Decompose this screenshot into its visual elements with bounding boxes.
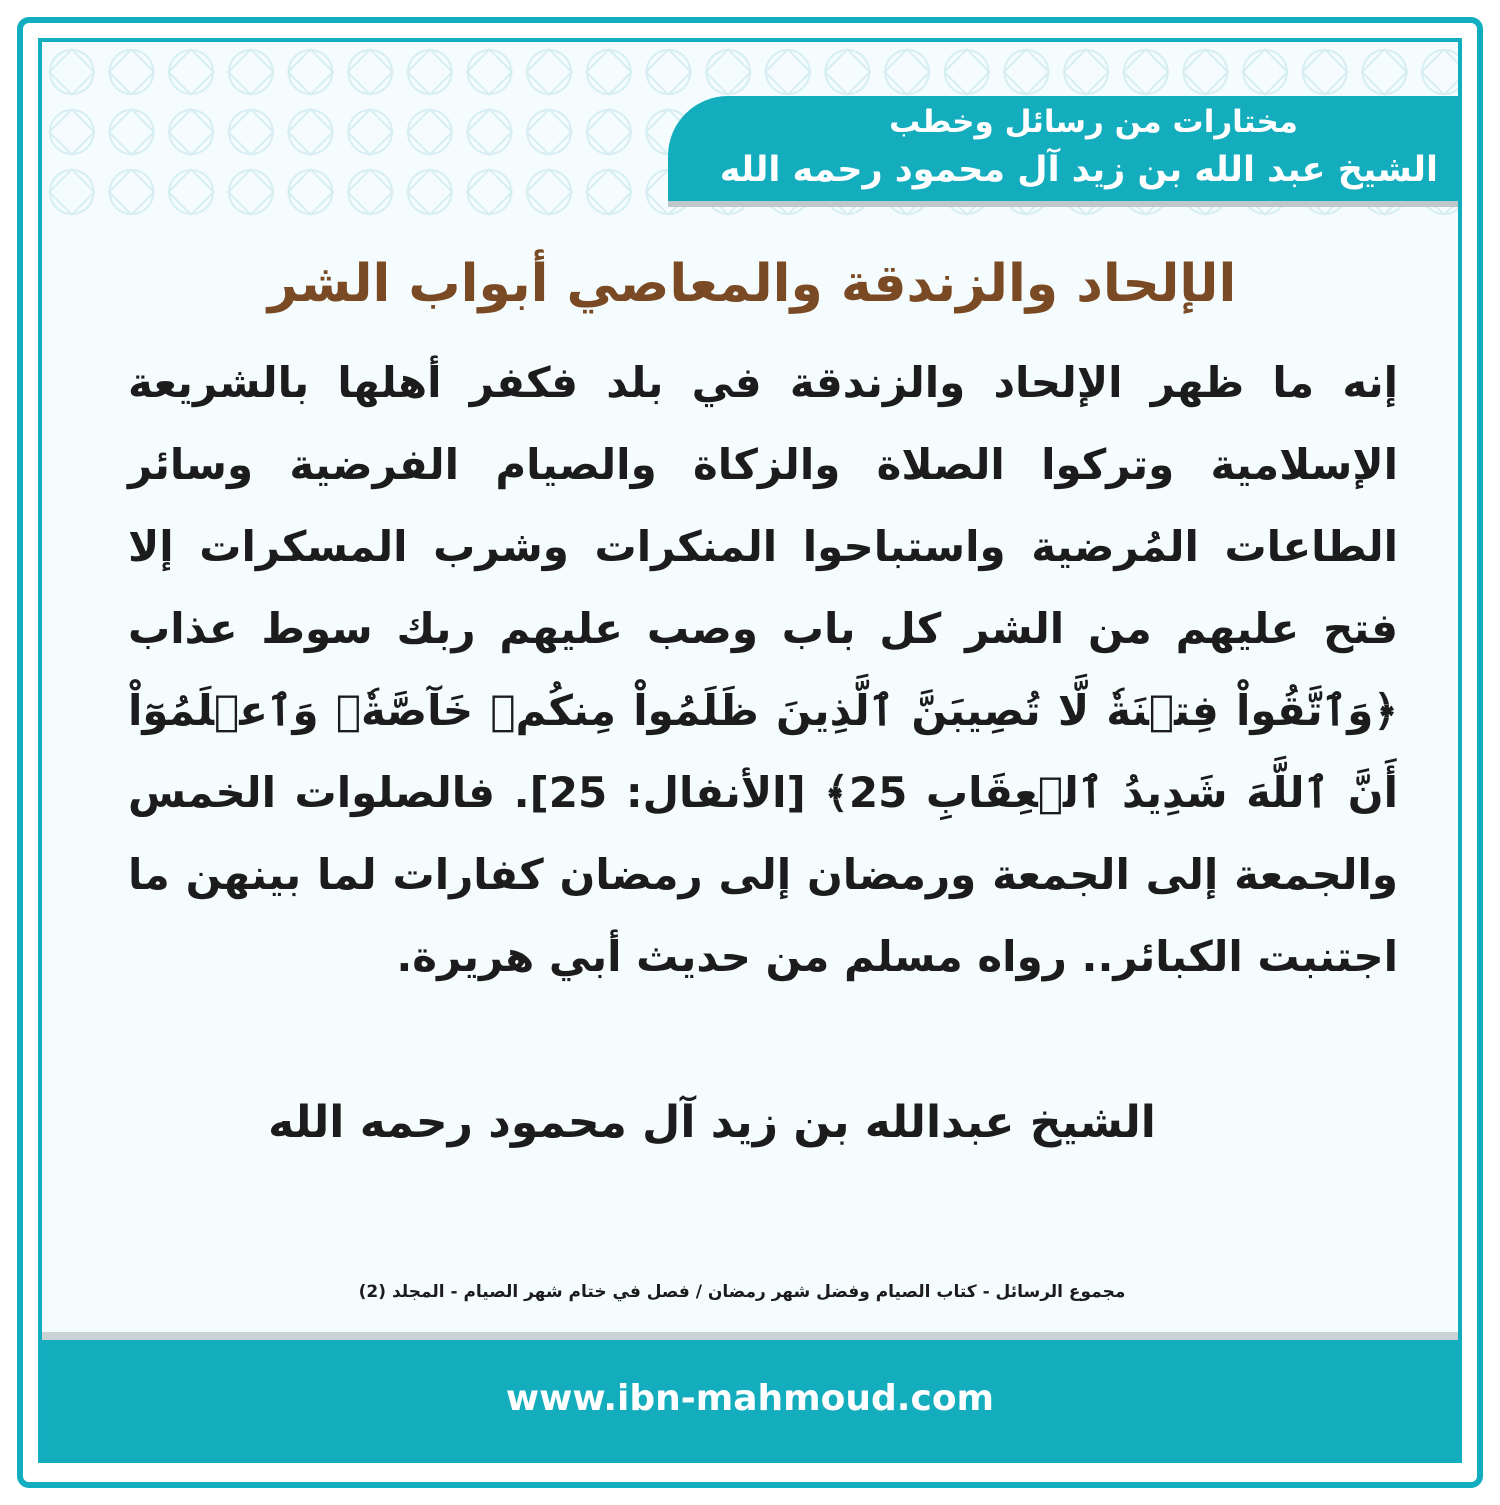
footer-divider: [42, 1332, 1458, 1340]
footer-bar: [42, 1340, 1458, 1463]
header-author: الشيخ عبد الله بن زيد آل محمود رحمه الله: [719, 150, 1438, 190]
website-link[interactable]: www.ibn-mahmoud.com: [505, 1378, 995, 1419]
article-body: إنه ما ظهر الإلحاد والزندقة في بلد فكفر أهلها بالشريعة الإسلامية وتركوا الصلاة والزكاة والصيام الفرضية وسائر الطاعات المُرضية واستباحوا المنكرات وشرب المسكرات إلا فتح عليهم من الشر كل باب وصب عليهم ربك سوط عذاب ﴿وَٱتَّقُواْ فِتۡنَةٗ لَّا تُصِيبَنَّ ٱلَّذِينَ ظَلَمُواْ مِنكُمۡ خَآصَّةٗۖ وَٱعۡلَمُوٓاْ أَنَّ ٱللَّهَ شَدِيدُ ٱلۡعِقَابِ 25﴾ [الأنفال: 25]. فالصلوات الخمس والجمعة إلى الجمعة ورمضان إلى رمضان كفارات لما بينهن ما اجتنبت الكبائر.. رواه مسلم من حديث أبي هريرة.: [128, 358, 1398, 981]
header-subtitle: مختارات من رسائل وخطب: [889, 104, 1298, 140]
author-signature: الشيخ عبدالله بن زيد آل محمود رحمه الله: [268, 1097, 1156, 1148]
source-citation: مجموع الرسائل - كتاب الصيام وفضل شهر رمضان / فصل في ختام شهر الصيام - المجلد (2): [358, 1282, 1126, 1302]
article-title: الإلحاد والزندقة والمعاصي أبواب الشر: [267, 254, 1237, 314]
card: [38, 38, 1462, 1463]
